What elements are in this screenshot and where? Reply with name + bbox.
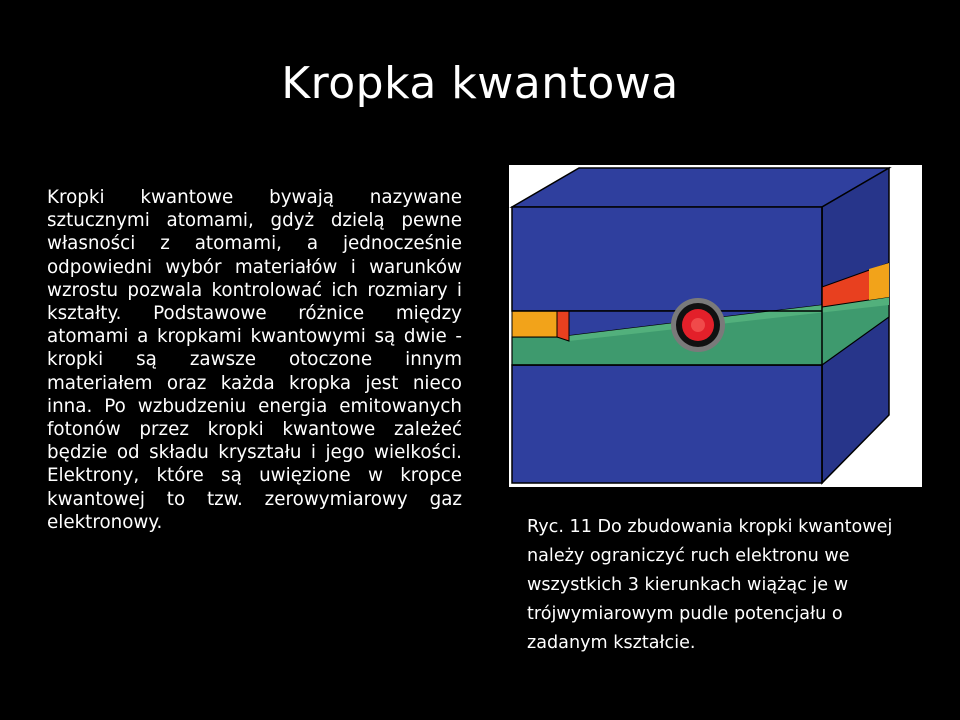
quantum-dot-highlight [691,318,705,332]
box-front-upper [512,207,822,311]
quantum-dot-diagram [509,165,922,487]
box-front-lower [512,365,822,483]
figure-caption: Ryc. 11 Do zbudowania kropki kwantowej należy ograniczyć ruch elektronu we wszystkich 3 kierunkach wiążąc je w trójwymiarowym pudle potencjału o zadanym kształcie. [527,517,893,653]
left-barrier-orange [512,311,557,337]
quantum-dot-figure [509,165,922,487]
slide-title: Kropka kwantowa [281,58,679,109]
left-barrier-red [557,311,569,341]
right-barrier-orange [869,263,889,300]
body-paragraph: Kropki kwantowe bywają nazywane sztucznymi atomami, gdyż dzielą pewne własności z atomami, a jednocześnie odpowiedni wybór materiałów i warunków wzrostu pozwala kontrolować ich rozmiary i kształty. Podstawowe różnice między atomami a kropkami kwantowymi są dwie - kropki są zawsze otoczone innym materiałem oraz każda kropka jest nieco inna. Po wzbudzeniu energia emitowanych fotonów przez kropki kwantowe zależeć będzie od składu kryształu i jego wielkości. Elektrony, które są uwięzione w kropce kwantowej to tzw. zerowymiarowy gaz elektronowy. [47,187,462,533]
